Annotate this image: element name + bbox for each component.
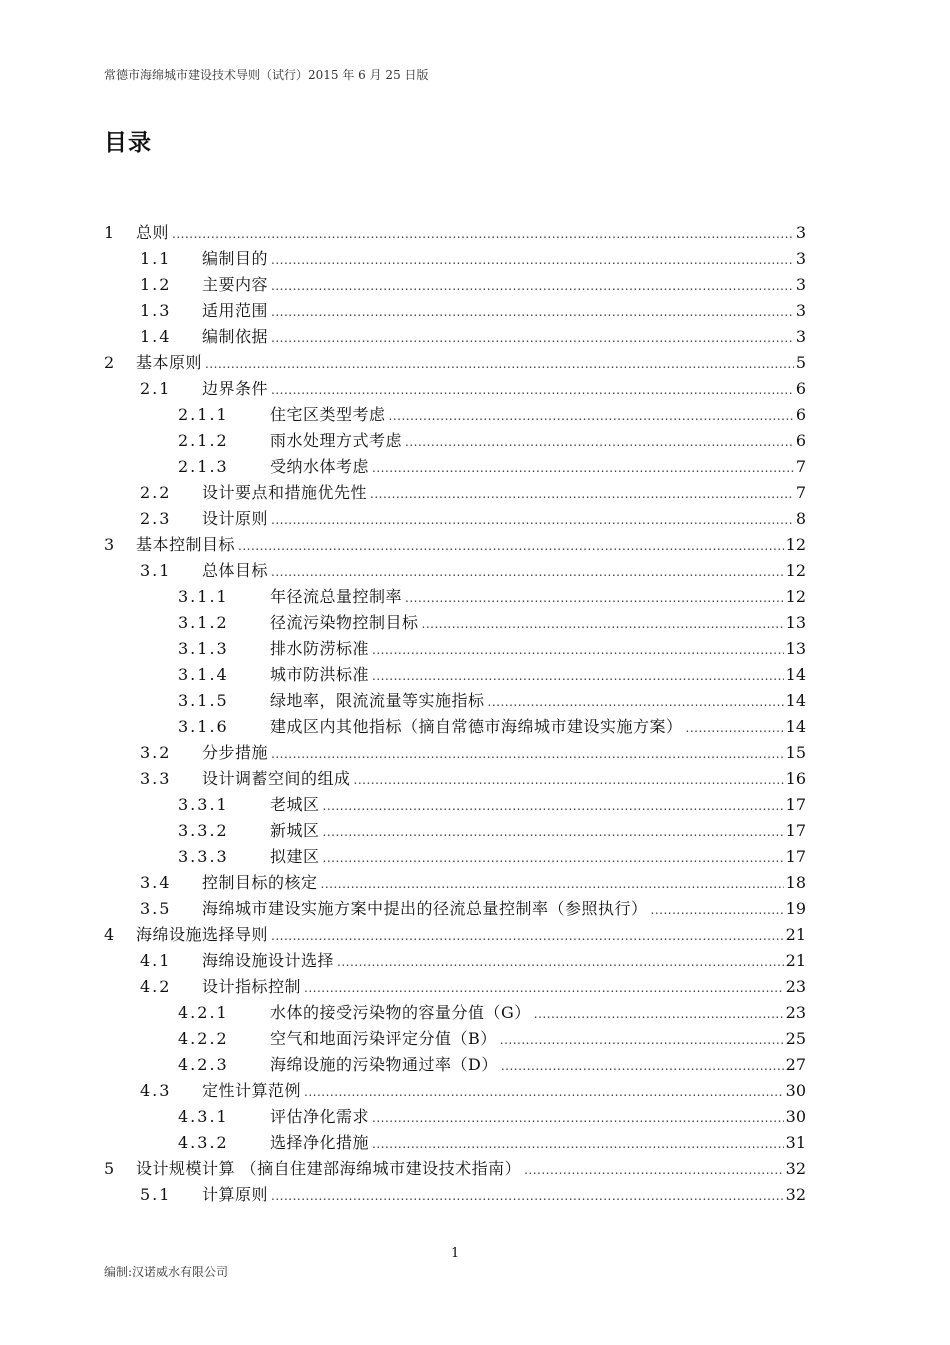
toc-entry[interactable] <box>104 532 806 558</box>
toc-entry-label: 编制目的 <box>202 249 269 268</box>
toc-entry-number: 1.3 <box>140 301 172 320</box>
toc-entry-label: 评估净化需求 <box>270 1107 370 1126</box>
toc-entry-number: 4.3.1 <box>178 1107 229 1126</box>
toc-entry-number: 3.1.4 <box>178 665 229 684</box>
toc-entry[interactable] <box>104 298 806 324</box>
toc-entry[interactable] <box>104 948 806 974</box>
toc-entry-label: 水体的接受污染物的容量分值（G） <box>270 1003 531 1022</box>
toc-entry-label: 设计要点和措施优先性 <box>202 483 368 502</box>
toc-entry-label: 年径流总量控制率 <box>270 587 403 606</box>
toc-dot-leader <box>372 1105 784 1131</box>
toc-entry-number: 3.1.2 <box>178 613 229 632</box>
toc-entry-label: 设计原则 <box>202 509 269 528</box>
toc-entry-page: 6 <box>795 405 806 424</box>
toc-entry[interactable] <box>104 1000 806 1026</box>
toc-entry[interactable] <box>104 1156 806 1182</box>
toc-dot-leader <box>500 1027 784 1053</box>
toc-entry-label: 空气和地面污染评定分值（B） <box>270 1029 497 1048</box>
toc-entry-page: 6 <box>795 431 806 450</box>
toc-entry-label: 设计指标控制 <box>202 977 302 996</box>
toc-entry-page: 3 <box>795 301 806 320</box>
toc-entry-number: 3.1.1 <box>178 587 229 606</box>
toc-entry-number: 4.2.2 <box>178 1029 229 1048</box>
toc-dot-leader <box>172 221 794 247</box>
toc-entry-number: 2.3 <box>140 509 172 528</box>
toc-entry-label: 海绵设施的污染物通过率（D） <box>270 1055 498 1074</box>
toc-dot-leader <box>534 1001 784 1027</box>
toc-entry-label: 定性计算范例 <box>202 1081 302 1100</box>
footer-organization: 编制:汉诺威水有限公司 <box>104 1265 229 1279</box>
toc-entry[interactable] <box>104 922 806 948</box>
toc-dot-leader <box>271 247 794 273</box>
toc-entry-label: 城市防洪标准 <box>270 665 370 684</box>
toc-entry-label: 基本控制目标 <box>136 535 236 554</box>
running-header: 常德市海绵城市建设技术导则（试行）2015 年 6 月 25 日版 <box>104 68 429 82</box>
toc-entry[interactable] <box>104 844 806 870</box>
toc-dot-leader <box>271 377 794 403</box>
toc-entry[interactable] <box>104 558 806 584</box>
toc-dot-leader <box>370 481 794 507</box>
toc-entry-page: 21 <box>785 925 806 944</box>
toc-entry[interactable] <box>104 610 806 636</box>
toc-dot-leader <box>304 975 784 1001</box>
toc-dot-leader <box>372 1131 784 1157</box>
toc-entry[interactable] <box>104 636 806 662</box>
toc-entry[interactable] <box>104 324 806 350</box>
toc-entry[interactable] <box>104 870 806 896</box>
toc-entry-number: 3.1.5 <box>178 691 229 710</box>
toc-entry-label: 分步措施 <box>202 743 269 762</box>
toc-dot-leader <box>422 611 784 637</box>
toc-dot-leader <box>686 715 784 741</box>
toc-entry-number: 3.1.3 <box>178 639 229 658</box>
toc-entry-page: 12 <box>785 587 806 606</box>
toc-entry-label: 控制目标的核定 <box>202 873 318 892</box>
toc-entry-page: 3 <box>795 275 806 294</box>
toc-entry-number: 1 <box>104 223 117 242</box>
toc-entry-page: 19 <box>785 899 806 918</box>
toc-entry-number: 3.4 <box>140 873 172 892</box>
toc-dot-leader <box>405 585 784 611</box>
toc-entry-label: 边界条件 <box>202 379 269 398</box>
toc-entry-number: 4.2 <box>140 977 172 996</box>
toc-entry[interactable] <box>104 1026 806 1052</box>
toc-entry[interactable] <box>104 662 806 688</box>
toc-dot-leader <box>337 949 784 975</box>
table-of-contents <box>104 220 806 1208</box>
toc-entry-page: 17 <box>785 821 806 840</box>
toc-entry-page: 23 <box>785 1003 806 1022</box>
toc-entry[interactable] <box>104 974 806 1000</box>
toc-entry-number: 3.3 <box>140 769 172 788</box>
toc-entry-label: 总则 <box>136 223 170 242</box>
toc-dot-leader <box>389 403 794 429</box>
toc-entry-number: 4.3 <box>140 1081 172 1100</box>
toc-entry[interactable] <box>104 766 806 792</box>
toc-entry-page: 6 <box>795 379 806 398</box>
toc-entry-label: 径流污染物控制目标 <box>270 613 419 632</box>
toc-entry-label: 编制依据 <box>202 327 269 346</box>
toc-entry[interactable] <box>104 1130 806 1156</box>
toc-entry-number: 4.3.2 <box>178 1133 229 1152</box>
toc-entry[interactable] <box>104 454 806 480</box>
toc-entry-number: 3.2 <box>140 743 172 762</box>
toc-dot-leader <box>304 1079 784 1105</box>
toc-entry-label: 海绵设施设计选择 <box>202 951 335 970</box>
toc-dot-leader <box>205 351 794 377</box>
toc-entry-number: 2 <box>104 353 117 372</box>
toc-dot-leader <box>323 845 784 871</box>
toc-entry-number: 1.2 <box>140 275 172 294</box>
toc-entry-label: 基本原则 <box>136 353 203 372</box>
toc-entry-page: 16 <box>785 769 806 788</box>
toc-entry[interactable] <box>104 818 806 844</box>
toc-entry-label: 海绵设施选择导则 <box>136 925 269 944</box>
toc-entry-page: 3 <box>795 327 806 346</box>
toc-entry-page: 14 <box>785 717 806 736</box>
toc-entry-number: 4.1 <box>140 951 172 970</box>
toc-entry[interactable] <box>104 272 806 298</box>
toc-entry[interactable] <box>104 1078 806 1104</box>
toc-entry[interactable] <box>104 1052 806 1078</box>
toc-entry-page: 21 <box>785 951 806 970</box>
toc-entry-label: 排水防涝标准 <box>270 639 370 658</box>
page-number: 1 <box>451 1246 460 1261</box>
toc-entry-page: 7 <box>795 483 806 502</box>
toc-entry-label: 计算原则 <box>202 1185 269 1204</box>
toc-entry-number: 3.1.6 <box>178 717 229 736</box>
toc-entry-page: 3 <box>795 249 806 268</box>
toc-entry-number: 3 <box>104 535 117 554</box>
toc-entry[interactable] <box>104 480 806 506</box>
toc-entry-label: 适用范围 <box>202 301 269 320</box>
toc-dot-leader <box>372 455 794 481</box>
toc-entry-page: 15 <box>785 743 806 762</box>
toc-entry-page: 3 <box>795 223 806 242</box>
toc-entry-number: 3.3.2 <box>178 821 229 840</box>
toc-entry-page: 12 <box>785 561 806 580</box>
toc-dot-leader <box>271 273 794 299</box>
toc-entry-number: 2.1.1 <box>178 405 229 424</box>
toc-entry-page: 13 <box>785 613 806 632</box>
toc-entry-page: 17 <box>785 847 806 866</box>
toc-entry[interactable] <box>104 792 806 818</box>
toc-entry-page: 7 <box>795 457 806 476</box>
toc-entry-page: 30 <box>785 1081 806 1100</box>
toc-entry-page: 14 <box>785 691 806 710</box>
toc-dot-leader <box>524 1157 784 1183</box>
toc-dot-leader <box>238 533 784 559</box>
toc-entry-number: 1.1 <box>140 249 172 268</box>
toc-entry-page: 8 <box>795 509 806 528</box>
toc-entry[interactable] <box>104 428 806 454</box>
toc-entry-page: 27 <box>785 1055 806 1074</box>
toc-entry-label: 拟建区 <box>270 847 320 866</box>
toc-dot-leader <box>372 637 784 663</box>
toc-entry[interactable] <box>104 584 806 610</box>
toc-entry-page: 17 <box>785 795 806 814</box>
toc-dot-leader <box>271 923 784 949</box>
toc-entry-number: 3.3.1 <box>178 795 229 814</box>
page-title: 目录 <box>104 130 152 156</box>
toc-dot-leader <box>321 871 784 897</box>
toc-entry-page: 32 <box>785 1185 806 1204</box>
toc-dot-leader <box>271 507 794 533</box>
toc-entry-number: 2.1 <box>140 379 172 398</box>
toc-dot-leader <box>271 1183 784 1209</box>
toc-entry-label: 设计规模计算 （摘自住建部海绵城市建设技术指南） <box>136 1159 522 1178</box>
toc-dot-leader <box>488 689 784 715</box>
toc-entry-number: 2.1.3 <box>178 457 229 476</box>
toc-entry-label: 雨水处理方式考虑 <box>270 431 403 450</box>
toc-entry[interactable] <box>104 506 806 532</box>
toc-entry[interactable] <box>104 376 806 402</box>
toc-entry-number: 4 <box>104 925 117 944</box>
toc-dot-leader <box>651 897 784 923</box>
toc-entry-label: 受纳水体考虑 <box>270 457 370 476</box>
toc-entry[interactable] <box>104 740 806 766</box>
toc-entry[interactable] <box>104 896 806 922</box>
toc-entry[interactable] <box>104 246 806 272</box>
toc-dot-leader <box>405 429 794 455</box>
toc-entry[interactable] <box>104 350 806 376</box>
toc-dot-leader <box>501 1053 784 1079</box>
toc-entry-page: 14 <box>785 665 806 684</box>
toc-entry[interactable] <box>104 402 806 428</box>
toc-entry-page: 12 <box>785 535 806 554</box>
toc-entry-label: 海绵城市建设实施方案中提出的径流总量控制率（参照执行） <box>202 899 648 918</box>
toc-entry-number: 2.2 <box>140 483 172 502</box>
toc-entry[interactable] <box>104 688 806 714</box>
toc-entry[interactable] <box>104 1182 806 1208</box>
toc-entry-label: 老城区 <box>270 795 320 814</box>
toc-entry[interactable] <box>104 714 806 740</box>
toc-entry-page: 23 <box>785 977 806 996</box>
toc-entry-page: 25 <box>785 1029 806 1048</box>
toc-entry-page: 18 <box>785 873 806 892</box>
toc-entry-label: 主要内容 <box>202 275 269 294</box>
toc-dot-leader <box>323 793 784 819</box>
toc-entry-page: 13 <box>785 639 806 658</box>
toc-entry-label: 选择净化措施 <box>270 1133 370 1152</box>
toc-entry-number: 4.2.1 <box>178 1003 229 1022</box>
toc-entry-number: 5.1 <box>140 1185 172 1204</box>
toc-entry-label: 住宅区类型考虑 <box>270 405 386 424</box>
toc-entry-page: 32 <box>785 1159 806 1178</box>
toc-entry-page: 5 <box>795 353 806 372</box>
toc-entry[interactable] <box>104 220 806 246</box>
toc-entry-number: 2.1.2 <box>178 431 229 450</box>
toc-dot-leader <box>271 299 794 325</box>
toc-entry-label: 新城区 <box>270 821 320 840</box>
toc-entry-number: 4.2.3 <box>178 1055 229 1074</box>
toc-entry-label: 建成区内其他指标（摘自常德市海绵城市建设实施方案） <box>270 717 683 736</box>
toc-entry-number: 3.5 <box>140 899 172 918</box>
toc-entry-label: 设计调蓄空间的组成 <box>202 769 351 788</box>
toc-entry-number: 1.4 <box>140 327 172 346</box>
toc-entry-label: 绿地率，限流流量等实施指标 <box>270 691 485 710</box>
toc-dot-leader <box>271 559 784 585</box>
toc-entry-label: 总体目标 <box>202 561 269 580</box>
toc-entry-number: 5 <box>104 1159 117 1178</box>
toc-dot-leader <box>323 819 784 845</box>
toc-entry[interactable] <box>104 1104 806 1130</box>
toc-dot-leader <box>372 663 784 689</box>
toc-entry-number: 3.1 <box>140 561 172 580</box>
toc-entry-number: 3.3.3 <box>178 847 229 866</box>
toc-entry-page: 31 <box>785 1133 806 1152</box>
toc-dot-leader <box>354 767 784 793</box>
toc-dot-leader <box>271 741 784 767</box>
toc-entry-page: 30 <box>785 1107 806 1126</box>
toc-dot-leader <box>271 325 794 351</box>
